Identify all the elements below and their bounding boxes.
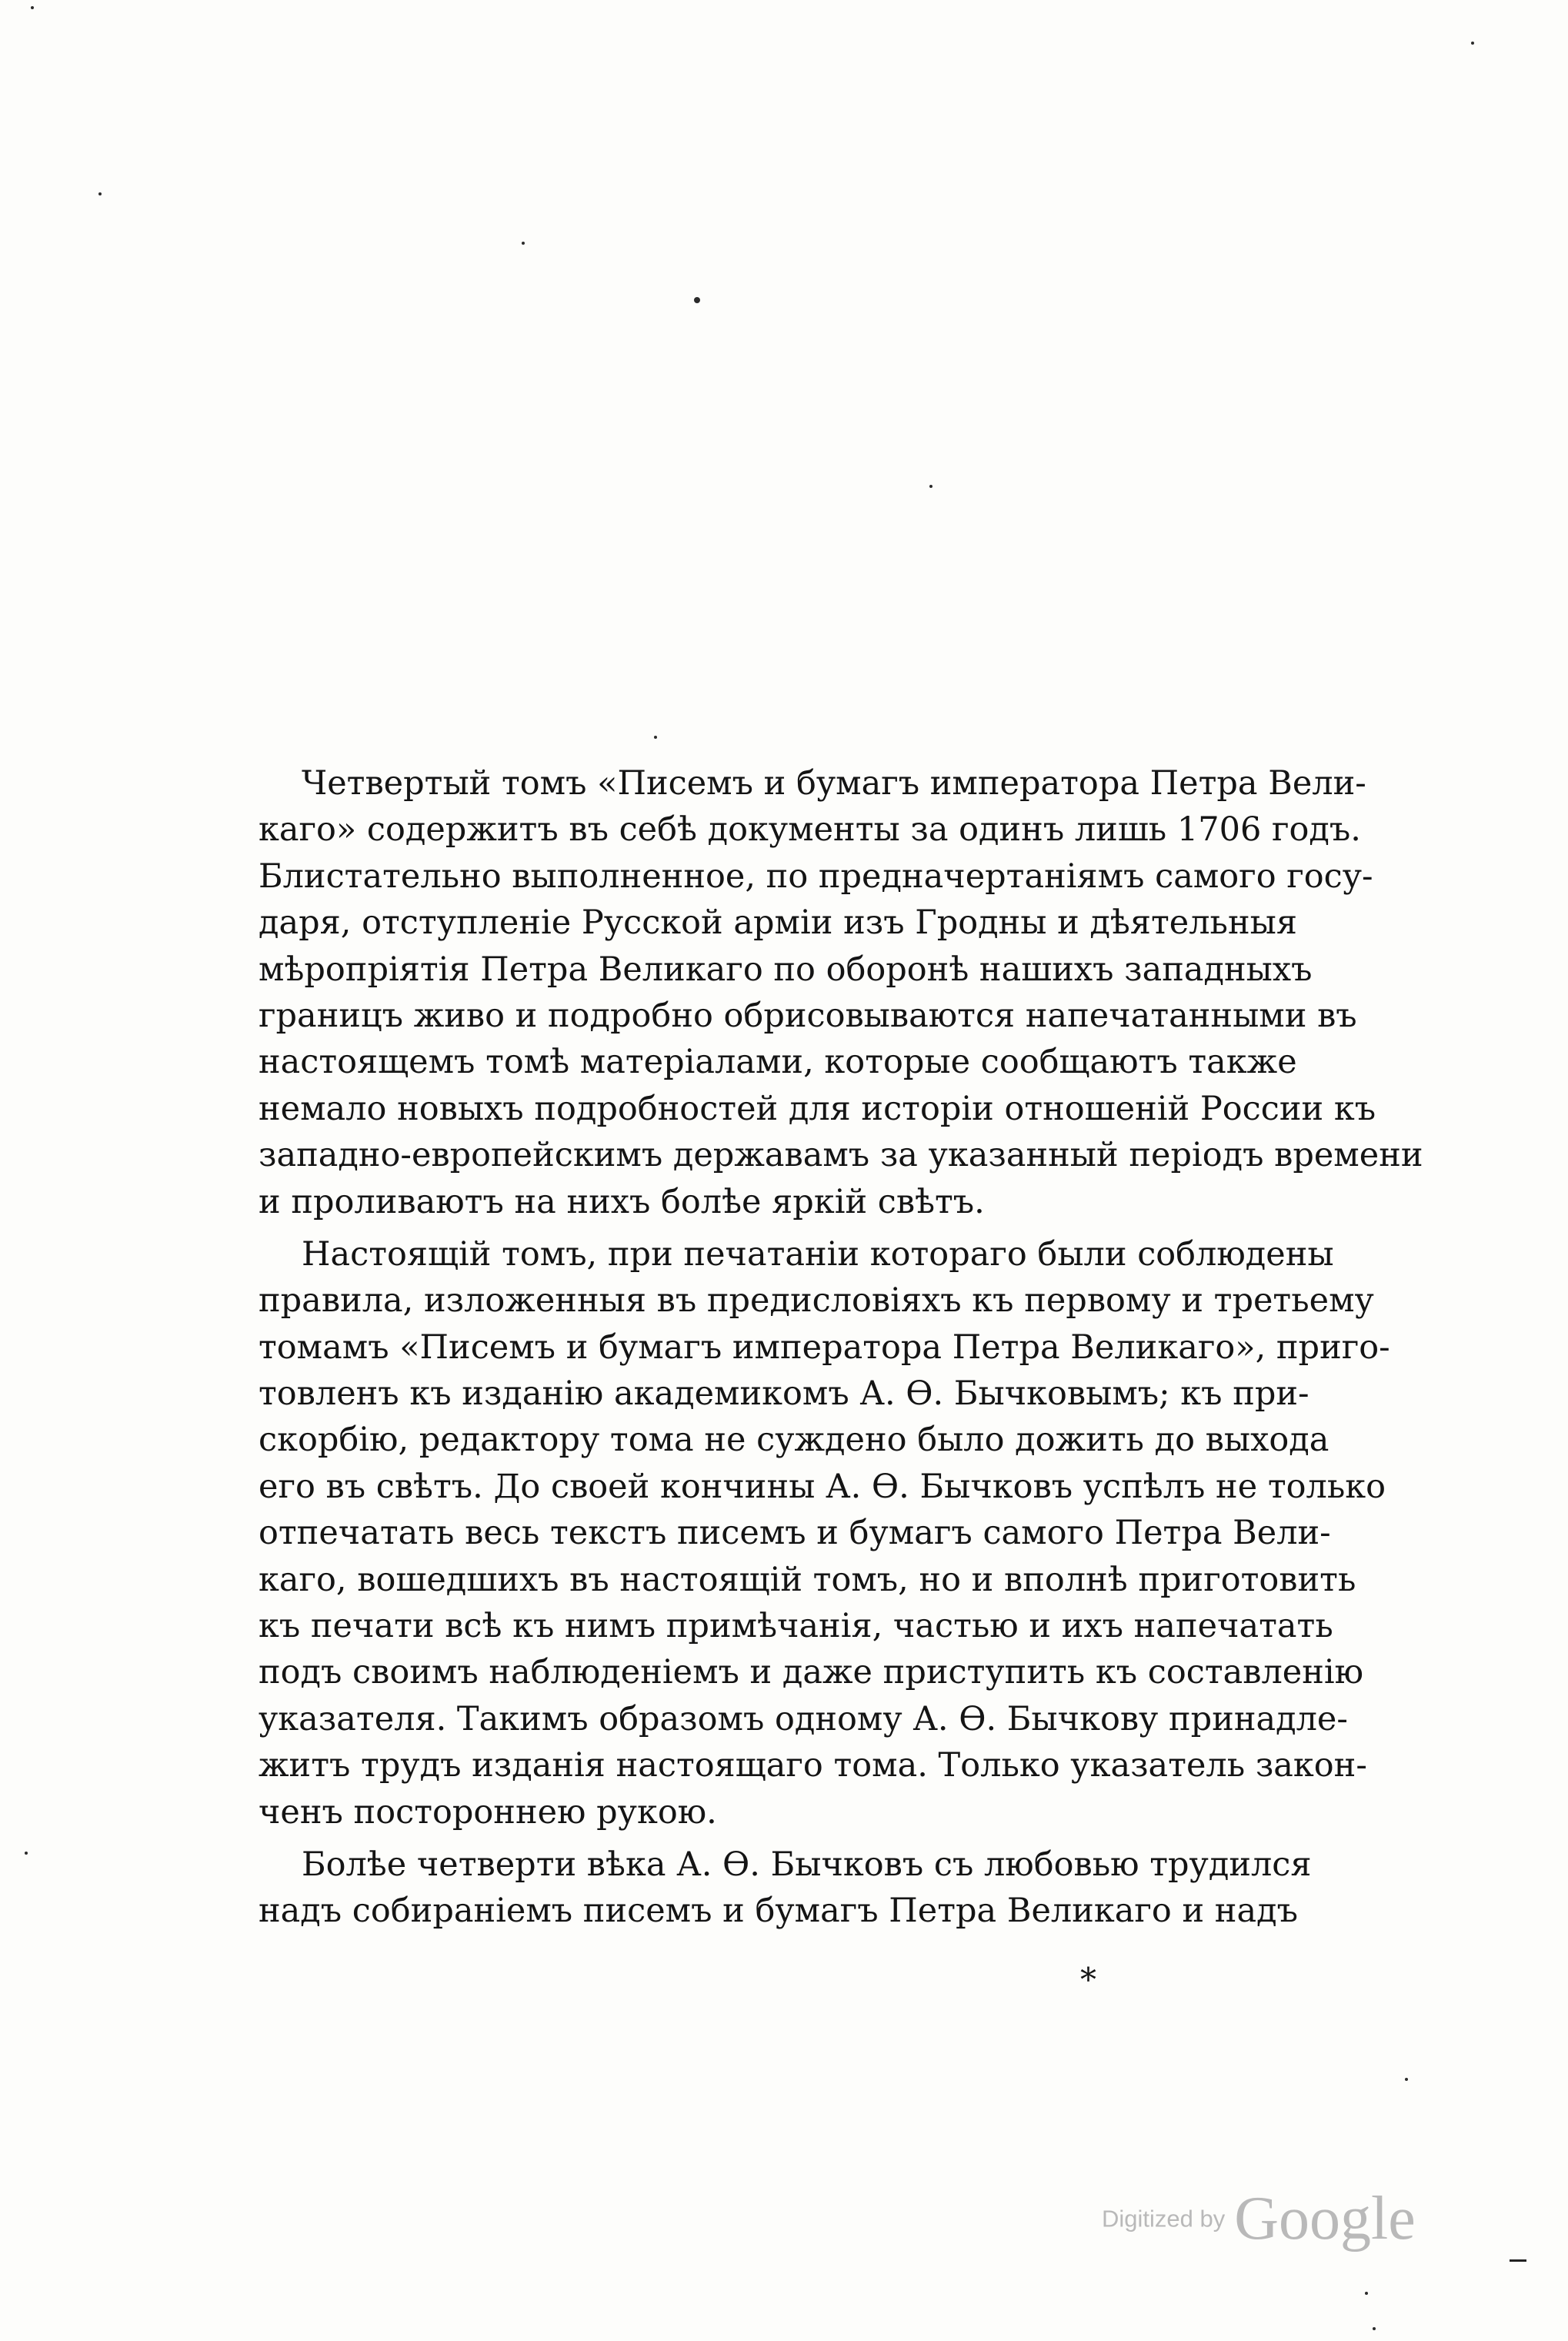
text-line: къ печати всѣ къ нимъ примѣчанія, частью и ихъ напечатать	[259, 1607, 1333, 1646]
text-line: и проливаютъ на нихъ болѣе яркій свѣтъ.	[259, 1182, 985, 1221]
scan-speck	[929, 485, 932, 488]
scan-speck	[25, 1852, 28, 1855]
text-line: границъ живо и подробно обрисовываются напечатанными въ	[259, 996, 1357, 1035]
text-line: западно-европейскимъ державамъ за указанный періодъ времени	[259, 1136, 1423, 1175]
scan-speck	[31, 6, 34, 9]
paragraph	[259, 760, 1423, 1225]
signature-mark: *	[1080, 1961, 1096, 1999]
text-line: каго, вошедшихъ въ настоящій томъ, но и вполнѣ приготовить	[259, 1560, 1356, 1599]
scan-speck	[522, 242, 525, 245]
text-line: настоящемъ томѣ матеріалами, которые сообщаютъ также	[259, 1043, 1297, 1082]
text-line: каго» содержитъ въ себѣ документы за одинъ лишь 1706 годъ.	[259, 810, 1361, 850]
scan-speck	[98, 192, 102, 195]
scan-speck	[654, 736, 657, 739]
text-line: немало новыхъ подробностей для исторіи отношеній России къ	[259, 1089, 1376, 1128]
body-text	[259, 760, 1423, 1935]
text-line: мѣропріятія Петра Великаго по оборонѣ нашихъ западныхъ	[259, 950, 1313, 989]
scan-speck	[694, 297, 700, 303]
paragraph-gap	[259, 1225, 1259, 1231]
text-line: подъ своимъ наблюденіемъ и даже приступить къ составленію	[259, 1653, 1364, 1692]
text-line: Болѣе четверти вѣка А. Ѳ. Бычковъ съ любовью трудился	[302, 1845, 1312, 1884]
scan-speck	[1373, 2327, 1376, 2330]
paragraph	[259, 1842, 1312, 1935]
watermark-prefix: Digitized by	[1102, 2205, 1226, 2232]
text-line: скорбію, редактору тома не суждено было дожить до выхода	[259, 1421, 1329, 1460]
digitized-watermark	[1102, 2184, 1416, 2254]
text-line: томамъ «Писемъ и бумагъ императора Петра Великаго», приго-	[259, 1327, 1390, 1367]
paragraph	[259, 1231, 1390, 1835]
paragraph-gap	[259, 1835, 1259, 1842]
scan-mark	[1510, 2259, 1526, 2262]
text-line: отпечатать весь текстъ писемъ и бумагъ самого Петра Вели-	[259, 1514, 1331, 1553]
text-line: Четвертый томъ «Писемъ и бумагъ императора Петра Вели-	[302, 764, 1366, 803]
text-line: надъ собираніемъ писемъ и бумагъ Петра Великаго и надъ	[259, 1892, 1298, 1931]
text-line: Блистательно выполненное, по предначертаніямъ самого госу-	[259, 857, 1373, 896]
text-line: ченъ постороннею рукою.	[259, 1792, 717, 1832]
google-logo: Google	[1234, 2185, 1416, 2253]
text-line: Настоящій томъ, при печатаніи котораго были соблюдены	[302, 1234, 1334, 1274]
scan-speck	[1471, 42, 1474, 45]
text-line: товленъ къ изданію академикомъ А. Ѳ. Бычковымъ; къ при-	[259, 1374, 1309, 1414]
text-line: даря, отступленіе Русской арміи изъ Гродны и дѣятельныя	[259, 903, 1297, 943]
scan-speck	[1405, 2078, 1408, 2081]
text-line: правила, изложенныя въ предисловіяхъ къ первому и третьему	[259, 1281, 1374, 1321]
text-line: житъ трудъ изданія настоящаго тома. Только указатель закон-	[259, 1746, 1367, 1785]
text-line: указателя. Такимъ образомъ одному А. Ѳ. Бычкову принадле-	[259, 1699, 1348, 1738]
scan-speck	[1365, 2292, 1368, 2295]
text-line: его въ свѣтъ. До своей кончины А. Ѳ. Бычковъ успѣлъ не только	[259, 1467, 1386, 1506]
